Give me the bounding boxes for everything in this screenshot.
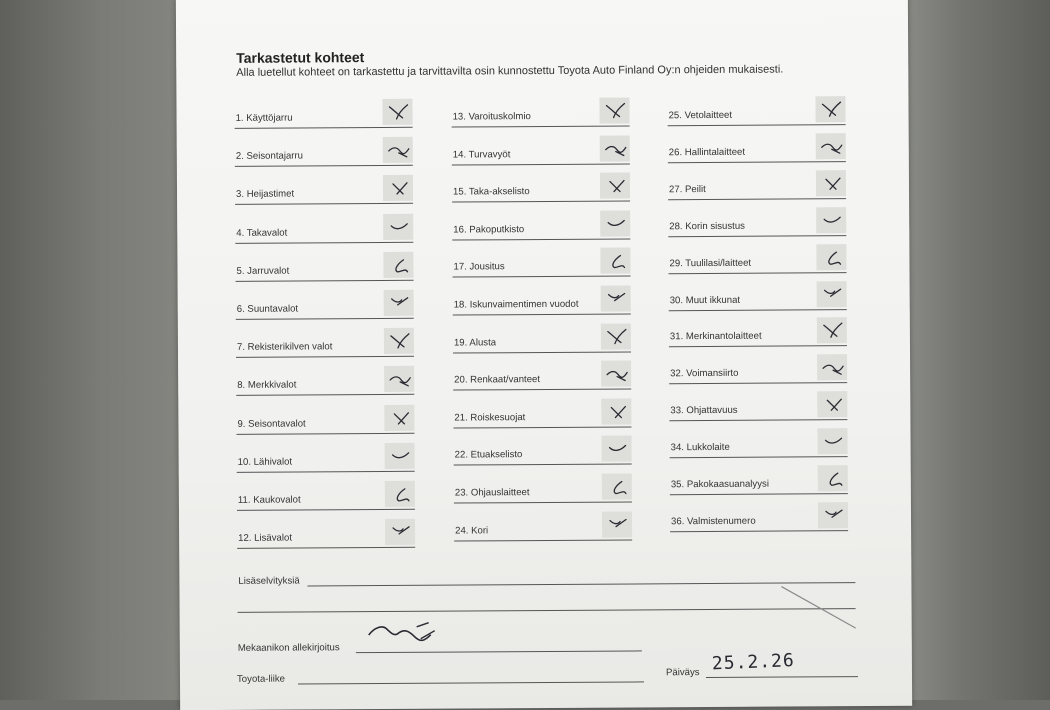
check-box[interactable] (816, 244, 846, 270)
check-mark-icon (817, 391, 847, 417)
check-box[interactable] (600, 135, 630, 161)
check-mark-icon (817, 428, 847, 454)
check-box[interactable] (602, 473, 632, 499)
checklist-item-label: 20. Renkaat/vanteet (454, 374, 541, 386)
checklist-item (453, 396, 631, 428)
check-box[interactable] (816, 170, 846, 196)
checklist-item (669, 389, 847, 421)
checklist-item (235, 173, 413, 205)
checklist-item-label: 21. Roiskesuojat (454, 411, 526, 424)
checklist-item-label: 17. Jousitus (453, 261, 505, 273)
check-box[interactable] (600, 248, 630, 274)
check-box[interactable] (817, 318, 847, 344)
checklist-item (452, 246, 630, 278)
checklist-item-label: 22. Etuakselisto (454, 449, 523, 461)
checklist-item (451, 95, 629, 127)
sheet-title: Tarkastetut kohteet (236, 49, 365, 66)
check-mark-icon (384, 290, 414, 316)
check-box[interactable] (600, 173, 630, 199)
checklist-item (669, 352, 847, 384)
checklist-item (453, 321, 631, 353)
check-box[interactable] (383, 137, 413, 163)
checklist-item (454, 471, 632, 503)
checklist-item-label: 10. Lähivalot (237, 456, 293, 468)
check-box[interactable] (601, 361, 631, 387)
checklist-item-label: 12. Lisävalot (238, 532, 293, 545)
checklist-item (453, 283, 631, 315)
sheet-subtitle: Alla luetellut kohteet on tarkastettu ja tarvittavilta osin kunnostettu Toyota Auto Finland Oy:n ohjeiden mukaisesti. (236, 63, 784, 79)
checklist-item-label: 14. Turvavyöt (452, 148, 511, 161)
checklist-item-label: 15. Taka-akselisto (452, 186, 530, 198)
strike-line-icon (779, 582, 859, 632)
check-mark-icon (383, 213, 413, 239)
signature-label: Mekaanikon allekirjoitus (237, 642, 340, 654)
check-box[interactable] (382, 99, 412, 125)
check-mark-icon (601, 323, 631, 349)
check-mark-icon (600, 248, 630, 274)
check-mark-icon (601, 285, 631, 311)
checklist-item-label: 18. Iskunvaimentimen vuodot (453, 298, 579, 311)
check-mark-icon (601, 361, 631, 387)
check-box[interactable] (384, 328, 414, 354)
check-mark-icon (383, 175, 413, 201)
desk-surface-left (0, 0, 180, 700)
check-box[interactable] (385, 481, 415, 507)
check-box[interactable] (385, 443, 415, 469)
checklist-item (237, 479, 415, 511)
checklist-item (452, 171, 630, 203)
checklist-item (667, 94, 845, 126)
checklist-item-label: 33. Ohjattavuus (670, 405, 738, 417)
checklist-item (235, 135, 413, 167)
check-mark-icon (385, 519, 415, 545)
checklist-item (454, 509, 632, 541)
check-box[interactable] (599, 97, 629, 123)
dealer-label: Toyota-liike (236, 673, 286, 685)
check-mark-icon (382, 99, 412, 125)
checklist-item (668, 131, 846, 163)
checklist-item (670, 463, 848, 495)
checklist-item-label: 32. Voimansiirto (670, 368, 739, 380)
checklist-item (236, 326, 414, 358)
check-box[interactable] (384, 290, 414, 316)
check-box[interactable] (818, 502, 848, 528)
notes-line-1 (307, 582, 855, 586)
check-mark-icon (383, 137, 413, 163)
check-box[interactable] (385, 519, 415, 545)
check-mark-icon (816, 207, 846, 233)
checklist-item-label: 19. Alusta (453, 336, 497, 349)
checklist-item-label: 7. Rekisterikilven valot (236, 341, 333, 354)
checklist-item (452, 208, 630, 240)
check-box[interactable] (384, 404, 414, 430)
checklist-item (235, 211, 413, 243)
checklist-item (669, 426, 847, 458)
date-label: Päiväys (665, 667, 700, 679)
checklist-item-label: 11. Kaukovalot (237, 494, 301, 506)
checklist-item-label: 9. Seisontavalot (237, 418, 306, 430)
checklist-item-label: 4. Takavalot (236, 227, 288, 239)
check-box[interactable] (816, 207, 846, 233)
check-mark-icon (817, 318, 847, 344)
checklist-item (236, 402, 414, 434)
checklist-item-label: 28. Korin sisustus (669, 220, 746, 232)
checklist-item-label: 27. Peilit (668, 183, 706, 196)
checklist-item-label: 25. Vetolaitteet (668, 109, 733, 122)
check-mark-icon (816, 170, 846, 196)
check-box[interactable] (817, 391, 847, 417)
checklist-item-label: 16. Pakoputkisto (453, 223, 525, 236)
check-mark-icon (815, 96, 845, 122)
check-mark-icon (818, 502, 848, 528)
checklist-item (237, 441, 415, 473)
check-box[interactable] (817, 354, 847, 380)
check-mark-icon (384, 366, 414, 392)
check-mark-icon (602, 473, 632, 499)
checklist-item-label: 35. Pakokaasuanalyysi (670, 478, 769, 491)
checklist-item (452, 133, 630, 165)
check-box[interactable] (384, 366, 414, 392)
desk-surface-right (900, 0, 1050, 700)
check-mark-icon (384, 328, 414, 354)
checklist-item-label: 29. Tuulilasi/laitteet (669, 257, 752, 269)
check-mark-icon (385, 481, 415, 507)
checklist-item-label: 5. Jarruvalot (236, 265, 290, 277)
checklist-item-label: 26. Hallintalaitteet (668, 146, 746, 159)
checklist-item-label: 23. Ohjauslaitteet (454, 487, 530, 499)
check-mark-icon (816, 244, 846, 270)
check-mark-icon (384, 404, 414, 430)
check-mark-icon (385, 443, 415, 469)
dealer-line (298, 681, 644, 684)
check-mark-icon (816, 133, 846, 159)
check-box[interactable] (602, 436, 632, 462)
checklist-item (235, 250, 413, 282)
checklist-item-label: 1. Käyttöjarru (235, 112, 293, 124)
checklist-item (236, 288, 414, 320)
date-line (706, 676, 858, 678)
check-box[interactable] (815, 96, 845, 122)
check-mark-icon (600, 210, 630, 236)
checklist-item (670, 500, 848, 532)
checklist-item-label: 36. Valmistenumero (671, 515, 756, 528)
notes-label: Lisäselvityksiä (238, 575, 300, 587)
checklist-item (237, 517, 415, 549)
checklist-item (668, 205, 846, 237)
check-mark-icon (818, 465, 848, 491)
check-box[interactable] (601, 323, 631, 349)
check-mark-icon (599, 97, 629, 123)
notes-line-2 (238, 608, 856, 613)
checklist-item-label: 24. Kori (455, 524, 489, 537)
checklist-item (236, 364, 414, 396)
inspection-sheet (176, 0, 912, 710)
check-mark-icon (602, 436, 632, 462)
checklist-item-label: 30. Muut ikkunat (669, 294, 741, 306)
check-mark-icon (600, 135, 630, 161)
check-mark-icon (602, 511, 632, 537)
check-box[interactable] (816, 133, 846, 159)
check-box[interactable] (818, 465, 848, 491)
check-box[interactable] (383, 213, 413, 239)
checklist-item (453, 359, 631, 391)
check-mark-icon (383, 252, 413, 278)
checklist-item (669, 316, 847, 348)
check-box[interactable] (383, 175, 413, 201)
checklist-item-label: 34. Lukkolaite (670, 441, 730, 454)
date-value: 25.2.26 (711, 650, 796, 675)
checklist-item-label: 13. Varoituskolmio (452, 111, 531, 123)
check-mark-icon (817, 281, 847, 307)
checklist-item (668, 242, 846, 274)
checklist-item (669, 279, 847, 311)
check-box[interactable] (817, 428, 847, 454)
check-box[interactable] (601, 285, 631, 311)
mechanic-signature (365, 617, 445, 651)
check-box[interactable] (383, 252, 413, 278)
checklist-item (668, 168, 846, 200)
check-mark-icon (601, 398, 631, 424)
checklist-item (234, 97, 412, 129)
check-box[interactable] (600, 210, 630, 236)
check-mark-icon (600, 173, 630, 199)
check-box[interactable] (602, 511, 632, 537)
checklist-item-label: 3. Heijastimet (236, 188, 295, 201)
check-box[interactable] (817, 281, 847, 307)
checklist-item (454, 434, 632, 466)
checklist-item-label: 2. Seisontajarru (235, 150, 304, 163)
check-box[interactable] (601, 398, 631, 424)
checklist-item-label: 8. Merkkivalot (237, 379, 297, 392)
checklist-item-label: 31. Merkinantolaitteet (669, 331, 762, 343)
check-mark-icon (817, 354, 847, 380)
checklist-item-label: 6. Suuntavalot (236, 303, 299, 315)
